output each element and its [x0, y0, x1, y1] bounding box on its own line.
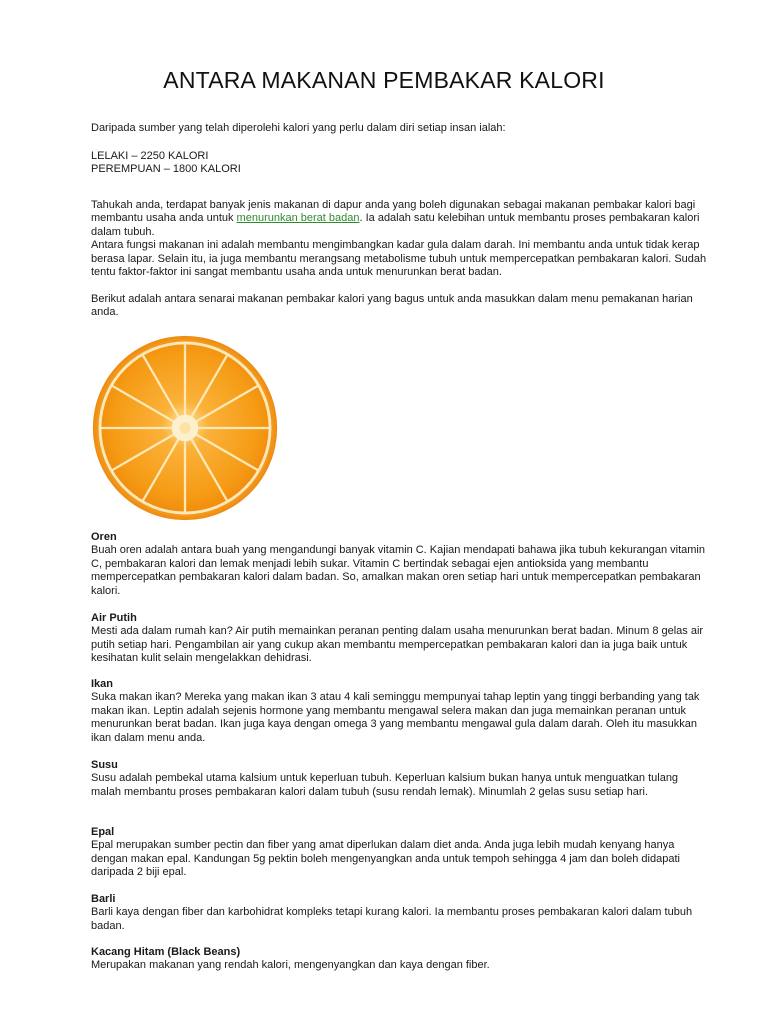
food-item-epal	[91, 826, 711, 880]
food-heading: Barli	[91, 893, 116, 905]
food-heading: Kacang Hitam (Black Beans)	[91, 946, 241, 958]
calorie-female: PEREMPUAN – 1800 KALORI	[91, 163, 241, 176]
food-description: Buah oren adalah antara buah yang mengandungi banyak vitamin C. Kajian mendapati bahawa jika tubuh kekurangan vitamin C, pembakaran kalori dan lemak menjadi lebih sukar. Vitamin C bertindak sebagai ejen antioksida yang membantu mempercepatkan pembakaran kalori dalam badan. So, amalkan makan oren setiap hari untuk mempercepatkan pembakaran kalori.	[91, 544, 705, 597]
food-item-oren	[91, 531, 711, 598]
food-description: Mesti ada dalam rumah kan? Air putih memainkan peranan penting dalam usaha menurunkan berat badan. Minum 8 gelas air putih setiap hari. Pengambilan air yang cukup akan membantu mempercepatkan pembakaran kalori dan ia juga baik untuk kesihatan kulit selain mengelakkan dehidrasi.	[91, 625, 704, 665]
food-description: Suka makan ikan? Mereka yang makan ikan 3 atau 4 kali seminggu mempunyai tahap leptin yang tinggi berbanding yang tak makan ikan. Leptin adalah sejenis hormone yang membantu mengawal selera makan dan juga memainkan peranan untuk menurunkan berat badan. Ikan juga kaya dengan omega 3 yang membantu mengawal gula dalam darah. Oleh itu masukkan ikan dalam menu anda.	[91, 691, 700, 744]
calorie-male: LELAKI – 2250 KALORI	[91, 150, 209, 162]
food-heading: Ikan	[91, 678, 114, 690]
food-item-air-putih	[91, 612, 711, 666]
food-heading: Susu	[91, 759, 118, 771]
calorie-list	[91, 150, 711, 177]
food-description: Epal merupakan sumber pectin dan fiber yang amat diperlukan dalam diet anda. Anda juga lebih mudah kenyang hanya dengan makan epal. Kandungan 5g pektin boleh mengenyangkan anda untuk tempoh sehingga 4 jam dan boleh didapati daripada 2 biji epal.	[91, 839, 680, 879]
food-description: Merupakan makanan yang rendah kalori, mengenyangkan dan kaya dengan fiber.	[91, 959, 490, 972]
page-title: ANTARA MAKANAN PEMBAKAR KALORI	[163, 67, 605, 94]
food-heading: Air Putih	[91, 612, 137, 624]
food-heading: Epal	[91, 826, 115, 838]
orange-slice-icon	[90, 333, 280, 523]
food-item-ikan	[91, 678, 711, 745]
food-description: Barli kaya dengan fiber dan karbohidrat kompleks tetapi kurang kalori. Ia membantu proses pembakaran kalori dalam tubuh badan.	[91, 906, 693, 932]
paragraph-2: Berikut adalah antara senarai makanan pembakar kalori yang bagus untuk anda masukkan dalam menu pemakanan harian anda.	[91, 293, 693, 319]
food-item-barli	[91, 893, 711, 933]
weight-loss-link[interactable]: menurunkan berat badan	[236, 212, 360, 225]
intro-text: Daripada sumber yang telah diperolehi kalori yang perlu dalam diri setiap insan ialah:	[91, 122, 506, 134]
paragraph-1-text-c: Antara fungsi makanan ini adalah membantu mengimbangkan kadar gula dalam darah. Ini membantu anda untuk tidak kerap berasa lapar. Selain itu, ia juga membantu merangsang metabolisme tubuh untuk mempercepatkan pembakaran kalori. Sudah tentu faktor-faktor ini sangat membantu usaha anda untuk menurunkan berat badan.	[91, 239, 707, 279]
food-heading: Oren	[91, 531, 117, 543]
paragraph-1-text-a: Tahukah anda, terdapat banyak jenis makanan di dapur anda yang boleh digunakan sebagai makanan pembakar kalori bagi membantu usaha anda untuk	[91, 199, 696, 225]
food-description: Susu adalah pembekal utama kalsium untuk keperluan tubuh. Keperluan kalsium bukan hanya untuk menguatkan tulang malah membantu proses pembakaran kalori dalam tubuh (susu rendah lemak). Minumlah 2 gelas susu setiap hari.	[91, 772, 679, 798]
food-item-kacang-hitam	[91, 946, 711, 973]
food-item-susu	[91, 759, 711, 799]
paragraph-1-text-b: . Ia adalah satu kelebihan untuk membantu proses pembakaran kalori dalam tubuh.	[91, 212, 700, 238]
paragraph-1	[91, 199, 711, 279]
